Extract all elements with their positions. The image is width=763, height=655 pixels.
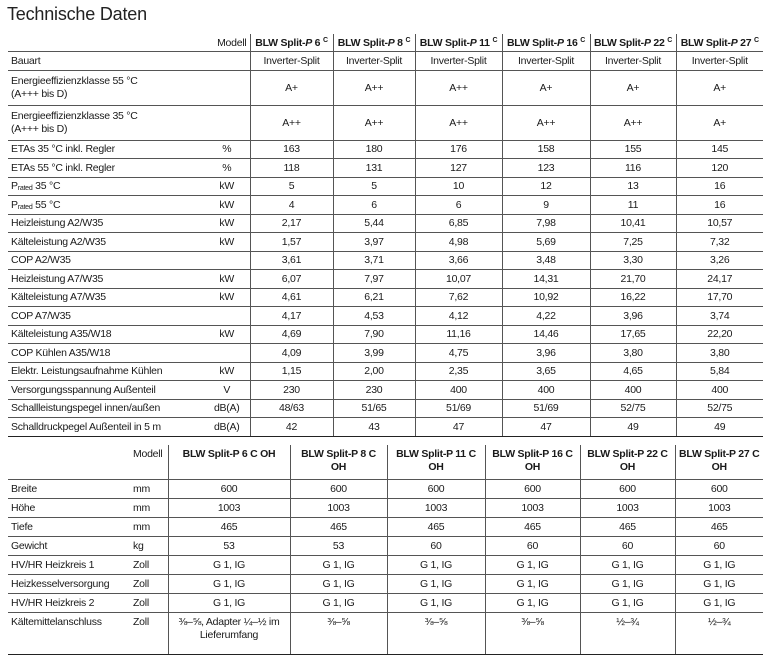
table-row <box>8 105 763 140</box>
cell-value: ⅜–⅝ <box>387 613 485 655</box>
cell-value: 24,17 <box>676 270 763 289</box>
cell-value: 600 <box>168 480 290 499</box>
cell-value: A++ <box>333 70 415 105</box>
model-header: BLW Split-P 6 C OH <box>168 445 290 480</box>
cell-value: G 1, IG <box>290 594 387 613</box>
cell-value: ½–¾ <box>675 613 763 655</box>
row-label: Breite <box>8 480 130 499</box>
cell-value: 43 <box>333 418 415 437</box>
cell-value: 7,97 <box>333 270 415 289</box>
table-row <box>8 233 763 252</box>
cell-value: G 1, IG <box>168 575 290 594</box>
cell-value: 48/63 <box>250 399 333 418</box>
cell-value: 163 <box>250 140 333 159</box>
cell-value: 1003 <box>168 499 290 518</box>
cell-value: Inverter-Split <box>415 52 502 71</box>
cell-value: G 1, IG <box>580 575 675 594</box>
model-header <box>502 34 590 52</box>
cell-value: 465 <box>290 518 387 537</box>
cell-value: 14,31 <box>502 270 590 289</box>
cell-value: 127 <box>415 159 502 178</box>
model-p: P <box>643 36 651 49</box>
cell-value: 47 <box>415 418 502 437</box>
cell-value: 116 <box>590 159 676 178</box>
cell-value: A+ <box>250 70 333 105</box>
table-row <box>8 159 763 178</box>
cell-value: 3,99 <box>333 344 415 363</box>
cell-value: A+ <box>676 105 763 140</box>
cell-value: Inverter-Split <box>590 52 676 71</box>
modell-label: Modell <box>130 445 168 480</box>
row-unit: % <box>204 159 250 178</box>
model-suffix: C <box>667 36 673 44</box>
cell-value: 49 <box>590 418 676 437</box>
model-number: 8 <box>394 36 403 49</box>
cell-value: 10,07 <box>415 270 502 289</box>
cell-value: 465 <box>580 518 675 537</box>
model-number: 11 <box>476 36 490 49</box>
row-label-rest: 35 °C <box>32 180 61 193</box>
cell-value: A+ <box>502 70 590 105</box>
table-row <box>8 251 763 270</box>
cell-value: 600 <box>290 480 387 499</box>
model-header <box>676 34 763 52</box>
cell-value: 10,41 <box>590 214 676 233</box>
row-unit: mm <box>130 518 168 537</box>
cell-value: 6 <box>333 196 415 215</box>
cell-value: 16 <box>676 196 763 215</box>
table-row <box>8 362 763 381</box>
table-row <box>8 270 763 289</box>
row-label: Heizkesselversorgung <box>8 575 130 594</box>
table-header-row <box>8 34 763 52</box>
cell-value: 4,17 <box>250 307 333 326</box>
cell-value: 11 <box>590 196 676 215</box>
model-p: P <box>387 36 395 49</box>
model-header: BLW Split-P 16 C OH <box>485 445 580 480</box>
cell-value: Inverter-Split <box>333 52 415 71</box>
cell-value: 16,22 <box>590 288 676 307</box>
cell-value: 7,98 <box>502 214 590 233</box>
cell-value: G 1, IG <box>675 556 763 575</box>
table-row <box>8 214 763 233</box>
row-unit <box>204 251 250 270</box>
cell-value: 5,44 <box>333 214 415 233</box>
cell-value: 51/69 <box>415 399 502 418</box>
row-label: ETAs 35 °C inkl. Regler <box>8 140 204 159</box>
cell-value: Inverter-Split <box>676 52 763 71</box>
cell-value: 400 <box>502 381 590 400</box>
table-row <box>8 575 763 594</box>
row-unit: V <box>204 381 250 400</box>
row-label <box>8 105 204 140</box>
row-unit <box>204 307 250 326</box>
model-suffix: C <box>580 36 586 44</box>
model-p: P <box>556 36 564 49</box>
table-row <box>8 399 763 418</box>
row-unit: Zoll <box>130 594 168 613</box>
row-label: Tiefe <box>8 518 130 537</box>
row-label: COP A7/W35 <box>8 307 204 326</box>
cell-value: A++ <box>250 105 333 140</box>
cell-value: 5,84 <box>676 362 763 381</box>
cell-value: 13 <box>590 177 676 196</box>
table-row <box>8 594 763 613</box>
model-header: BLW Split-P 22 C OH <box>580 445 675 480</box>
cell-value: 465 <box>485 518 580 537</box>
cell-value: 2,35 <box>415 362 502 381</box>
model-p: P <box>730 36 738 49</box>
model-header <box>590 34 676 52</box>
model-number: 6 <box>312 36 321 49</box>
cell-value: 60 <box>485 537 580 556</box>
cell-value: 400 <box>415 381 502 400</box>
table-row <box>8 537 763 556</box>
row-unit <box>204 344 250 363</box>
row-unit: kW <box>204 233 250 252</box>
row-label: Elektr. Leistungsaufnahme Kühlen <box>8 362 204 381</box>
table-row <box>8 177 763 196</box>
cell-value: 47 <box>502 418 590 437</box>
cell-value: A++ <box>333 105 415 140</box>
model-prefix: BLW Split- <box>419 36 470 49</box>
cell-value: ⅜–⅝ <box>485 613 580 655</box>
row-unit: kW <box>204 270 250 289</box>
cell-value: G 1, IG <box>485 575 580 594</box>
model-header <box>333 34 415 52</box>
row-unit: kW <box>204 214 250 233</box>
row-label-symbol: P <box>11 180 18 193</box>
cell-value: 3,97 <box>333 233 415 252</box>
model-suffix: C <box>492 36 498 44</box>
cell-value: 5 <box>333 177 415 196</box>
cell-value: 12 <box>502 177 590 196</box>
model-prefix: BLW Split- <box>337 36 388 49</box>
table-row <box>8 52 763 71</box>
cell-value: Inverter-Split <box>250 52 333 71</box>
model-number: 22 <box>650 36 665 49</box>
cell-value: 17,70 <box>676 288 763 307</box>
cell-value: 1003 <box>290 499 387 518</box>
cell-value: 3,61 <box>250 251 333 270</box>
cell-value: 3,66 <box>415 251 502 270</box>
cell-value: 1,15 <box>250 362 333 381</box>
cell-value: 6,07 <box>250 270 333 289</box>
row-label: HV/HR Heizkreis 1 <box>8 556 130 575</box>
cell-value: G 1, IG <box>387 556 485 575</box>
table-row <box>8 381 763 400</box>
row-label: Kälteleistung A7/W35 <box>8 288 204 307</box>
cell-value: 11,16 <box>415 325 502 344</box>
cell-value: G 1, IG <box>387 594 485 613</box>
cell-value: G 1, IG <box>290 575 387 594</box>
cell-value: 4,69 <box>250 325 333 344</box>
cell-value: 4,09 <box>250 344 333 363</box>
cell-value: 3,96 <box>502 344 590 363</box>
cell-value: 5,69 <box>502 233 590 252</box>
cell-value: 230 <box>333 381 415 400</box>
row-label <box>8 196 204 215</box>
cell-value: 3,80 <box>590 344 676 363</box>
table-header-row <box>8 445 763 480</box>
cell-value: G 1, IG <box>675 594 763 613</box>
row-unit: kg <box>130 537 168 556</box>
cell-value: 120 <box>676 159 763 178</box>
cell-value: 1003 <box>580 499 675 518</box>
row-unit: dB(A) <box>204 399 250 418</box>
row-unit: kW <box>204 325 250 344</box>
cell-value: 14,46 <box>502 325 590 344</box>
cell-value: 9 <box>502 196 590 215</box>
cell-value: 51/65 <box>333 399 415 418</box>
cell-value: 3,48 <box>502 251 590 270</box>
row-unit: kW <box>204 362 250 381</box>
cell-value: 7,32 <box>676 233 763 252</box>
model-header <box>415 34 502 52</box>
row-unit: kW <box>204 177 250 196</box>
cell-value: 180 <box>333 140 415 159</box>
cell-value: 4,75 <box>415 344 502 363</box>
row-unit: dB(A) <box>204 418 250 437</box>
cell-value: G 1, IG <box>168 594 290 613</box>
row-label: Kälteleistung A2/W35 <box>8 233 204 252</box>
cell-value: 4,53 <box>333 307 415 326</box>
row-label: COP Kühlen A35/W18 <box>8 344 204 363</box>
row-label: Schalldruckpegel Außenteil in 5 m <box>8 418 204 437</box>
cell-value: A++ <box>415 70 502 105</box>
row-unit: Zoll <box>130 613 168 655</box>
cell-value: 3,96 <box>590 307 676 326</box>
cell-value: 155 <box>590 140 676 159</box>
row-label-line1: Energieeffizienzklasse 55 °C <box>11 74 138 87</box>
cell-value: 6 <box>415 196 502 215</box>
cell-value: A++ <box>415 105 502 140</box>
model-suffix: C <box>753 36 759 44</box>
cell-value: 51/69 <box>502 399 590 418</box>
model-header: BLW Split-P 11 C OH <box>387 445 485 480</box>
cell-value: A+ <box>676 70 763 105</box>
table-row <box>8 556 763 575</box>
cell-value: 52/75 <box>590 399 676 418</box>
cell-value: 600 <box>485 480 580 499</box>
cell-value: 131 <box>333 159 415 178</box>
cell-value: 600 <box>580 480 675 499</box>
row-unit <box>204 70 250 105</box>
cell-value: ⅜–⅝, Adapter ¼–½ im Lieferumfang <box>168 613 290 655</box>
cell-value: 1003 <box>485 499 580 518</box>
table-row <box>8 418 763 437</box>
cell-value: Inverter-Split <box>502 52 590 71</box>
row-label: Kältemittelanschluss <box>8 613 130 655</box>
cell-value: 16 <box>676 177 763 196</box>
row-label: ETAs 55 °C inkl. Regler <box>8 159 204 178</box>
cell-value: 10,57 <box>676 214 763 233</box>
cell-value: 10 <box>415 177 502 196</box>
cell-value: 5 <box>250 177 333 196</box>
cell-value: G 1, IG <box>675 575 763 594</box>
cell-value: 158 <box>502 140 590 159</box>
row-label: Kälteleistung A35/W18 <box>8 325 204 344</box>
cell-value: 2,00 <box>333 362 415 381</box>
table-row <box>8 196 763 215</box>
model-header: BLW Split-P 8 C OH <box>290 445 387 480</box>
dimensions-table <box>8 445 763 655</box>
cell-value: 465 <box>675 518 763 537</box>
cell-value: 10,92 <box>502 288 590 307</box>
table-row <box>8 288 763 307</box>
row-unit: Zoll <box>130 575 168 594</box>
row-label-line2: (A+++ bis D) <box>11 122 68 135</box>
row-label: COP A2/W35 <box>8 251 204 270</box>
cell-value: 1,57 <box>250 233 333 252</box>
row-unit: % <box>204 140 250 159</box>
row-unit: kW <box>204 196 250 215</box>
row-label <box>8 177 204 196</box>
cell-value: A++ <box>502 105 590 140</box>
cell-value: A++ <box>590 105 676 140</box>
cell-value: 42 <box>250 418 333 437</box>
page-title: Technische Daten <box>7 4 147 24</box>
row-unit <box>204 105 250 140</box>
cell-value: 7,90 <box>333 325 415 344</box>
table-row <box>8 499 763 518</box>
cell-value: 60 <box>387 537 485 556</box>
cell-value: 1003 <box>387 499 485 518</box>
cell-value: A+ <box>590 70 676 105</box>
cell-value: 3,30 <box>590 251 676 270</box>
cell-value: 2,17 <box>250 214 333 233</box>
cell-value: G 1, IG <box>580 556 675 575</box>
table-row <box>8 480 763 499</box>
cell-value: 3,71 <box>333 251 415 270</box>
technical-data-table <box>8 34 763 437</box>
cell-value: 465 <box>168 518 290 537</box>
model-header <box>250 34 333 52</box>
cell-value: 49 <box>676 418 763 437</box>
cell-value: 60 <box>580 537 675 556</box>
model-header: BLW Split-P 27 C OH <box>675 445 763 480</box>
cell-value: 1003 <box>675 499 763 518</box>
table-row <box>8 325 763 344</box>
cell-value: 4,65 <box>590 362 676 381</box>
row-unit: mm <box>130 480 168 499</box>
cell-value: 3,74 <box>676 307 763 326</box>
cell-value: 60 <box>675 537 763 556</box>
cell-value: 4,61 <box>250 288 333 307</box>
cell-value: 21,70 <box>590 270 676 289</box>
cell-value: 3,65 <box>502 362 590 381</box>
cell-value: 123 <box>502 159 590 178</box>
table-row <box>8 140 763 159</box>
cell-value: 118 <box>250 159 333 178</box>
cell-value: 3,80 <box>676 344 763 363</box>
cell-value: 52/75 <box>676 399 763 418</box>
cell-value: ⅜–⅝ <box>290 613 387 655</box>
row-label-rest: 55 °C <box>32 198 61 211</box>
table-row <box>8 613 763 655</box>
cell-value: 6,21 <box>333 288 415 307</box>
model-number: 16 <box>563 36 578 49</box>
cell-value: G 1, IG <box>290 556 387 575</box>
cell-value: G 1, IG <box>485 556 580 575</box>
cell-value: G 1, IG <box>168 556 290 575</box>
cell-value: 600 <box>387 480 485 499</box>
cell-value: 400 <box>590 381 676 400</box>
table-row <box>8 518 763 537</box>
cell-value: 53 <box>290 537 387 556</box>
cell-value: 7,25 <box>590 233 676 252</box>
model-prefix: BLW Split- <box>506 36 557 49</box>
model-prefix: BLW Split- <box>680 36 731 49</box>
model-prefix: BLW Split- <box>255 36 306 49</box>
cell-value: 4,22 <box>502 307 590 326</box>
row-label: Schallleistungspegel innen/außen <box>8 399 204 418</box>
model-p: P <box>469 36 477 49</box>
cell-value: 176 <box>415 140 502 159</box>
row-label-symbol: P <box>11 198 18 211</box>
cell-value: 17,65 <box>590 325 676 344</box>
cell-value: 4,12 <box>415 307 502 326</box>
cell-value: 230 <box>250 381 333 400</box>
row-unit: Zoll <box>130 556 168 575</box>
cell-value: ½–¾ <box>580 613 675 655</box>
row-label: Höhe <box>8 499 130 518</box>
model-suffix: C <box>322 36 328 44</box>
row-label-subscript: rated <box>17 185 33 193</box>
row-label-line2: (A+++ bis D) <box>11 87 68 100</box>
row-unit <box>204 52 250 71</box>
row-label: Heizleistung A2/W35 <box>8 214 204 233</box>
model-p: P <box>305 36 312 49</box>
cell-value: G 1, IG <box>387 575 485 594</box>
row-label-line1: Energieeffizienzklasse 35 °C <box>11 109 138 122</box>
model-prefix: BLW Split- <box>593 36 644 49</box>
cell-value: 7,62 <box>415 288 502 307</box>
cell-value: 400 <box>676 381 763 400</box>
row-unit: kW <box>204 288 250 307</box>
cell-value: 6,85 <box>415 214 502 233</box>
cell-value: 145 <box>676 140 763 159</box>
cell-value: 465 <box>387 518 485 537</box>
table-row <box>8 344 763 363</box>
row-label: Bauart <box>8 52 204 71</box>
cell-value: 600 <box>675 480 763 499</box>
table-row <box>8 307 763 326</box>
row-label: Heizleistung A7/W35 <box>8 270 204 289</box>
cell-value: 4,98 <box>415 233 502 252</box>
row-unit: mm <box>130 499 168 518</box>
model-suffix: C <box>405 36 411 44</box>
row-label: Versorgungsspannung Außenteil <box>8 381 204 400</box>
row-label-subscript: rated <box>17 203 33 211</box>
modell-label: Modell <box>8 34 250 52</box>
cell-value: 3,26 <box>676 251 763 270</box>
cell-value: 22,20 <box>676 325 763 344</box>
cell-value: 4 <box>250 196 333 215</box>
cell-value: 53 <box>168 537 290 556</box>
row-label <box>8 70 204 105</box>
table-row <box>8 70 763 105</box>
cell-value: G 1, IG <box>485 594 580 613</box>
cell-value: G 1, IG <box>580 594 675 613</box>
model-number: 27 <box>737 36 752 49</box>
row-label: Gewicht <box>8 537 130 556</box>
row-label: HV/HR Heizkreis 2 <box>8 594 130 613</box>
